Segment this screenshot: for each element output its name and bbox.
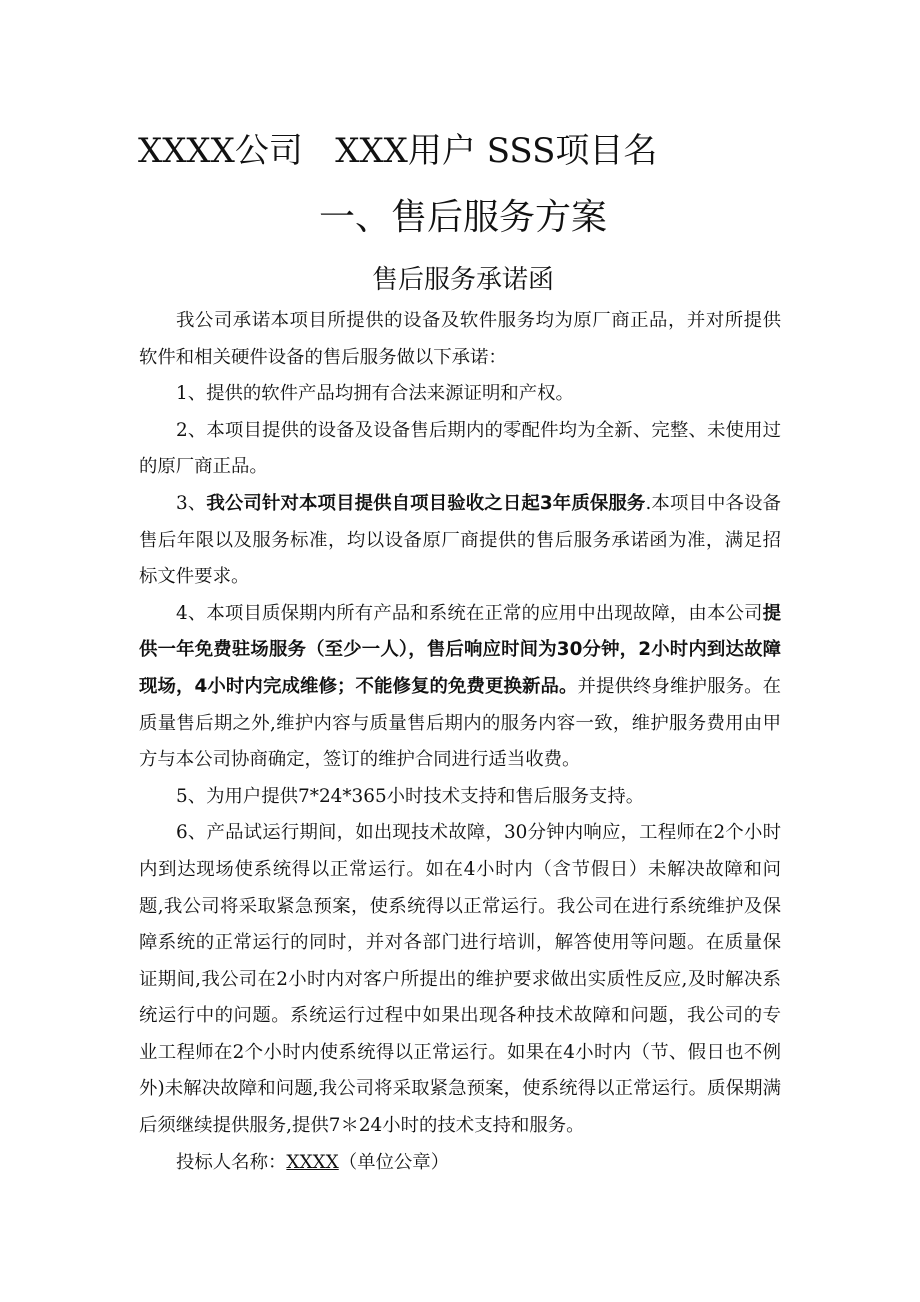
paragraph-2: 2、本项目提供的设备及设备售后期内的零配件均为全新、完整、未使用过的原厂商正品。 bbox=[139, 419, 781, 478]
paragraph-1: 1、提供的软件产品均拥有合法来源证明和产权。 bbox=[176, 383, 574, 405]
signature-label: 投标人名称： bbox=[176, 1151, 287, 1173]
paragraph-4-bold: 提供一年免费驻场服务（至少一人），售后响应时间为30分钟，2小时内到达故障现场，4小时内完成维修；不能修复的免费更换新品。 bbox=[139, 602, 781, 697]
header-user: XXX用户 bbox=[335, 131, 476, 171]
paragraph-3-prefix: 3、 bbox=[176, 492, 207, 514]
document-header bbox=[138, 128, 657, 174]
letter-title: 售后服务承诺函 bbox=[371, 265, 554, 295]
signature-line bbox=[139, 1145, 781, 1182]
paragraph-4-prefix: 4、本项目质保期内所有产品和系统在正常的应用中出现故障，由本公司 bbox=[176, 602, 763, 624]
paragraph-3 bbox=[139, 486, 781, 596]
paragraph-6: 6、产品试运行期间，如出现技术故障，30分钟内响应，工程师在2个小时内到达现场使系统得以正常运行。如在4小时内（含节假日）未解决故障和问题,我公司将采取紧急预案，使系统得以正常运行。我公司在进行系统维护及保障系统的正常运行的同时，并对各部门进行培训，解答使用等问题。在质量保证期间,我公司在2小时内对客户所提出的维护要求做出实质性反应,及时解决系统运行中的问题。系统运行过程中如果出现各种技术故障和问题，我公司的专业工程师在2个小时内使系统得以正常运行。如果在4小时内（节、假日也不例外)未解决故障和问题,我公司将采取紧急预案，使系统得以正常运行。质保期满后须继续提供服务,提供7＊24小时的技术支持和服务。 bbox=[139, 822, 781, 1137]
paragraph-4-rest: 并提供终身维护服务。在质量售后期之外,维护内容与质量售后期内的服务内容一致，维护服务费用由甲方与本公司协商确定，签订的维护合同进行适当收费。 bbox=[139, 675, 781, 771]
paragraph-3-rest: .本项目中各设备售后年限以及服务标准，均以设备原厂商提供的售后服务承诺函为准，满足招标文件要求。 bbox=[139, 492, 781, 588]
paragraph-4 bbox=[139, 596, 781, 779]
header-company: XXXX公司 bbox=[138, 131, 303, 171]
section-title: 一、售后服务方案 bbox=[318, 197, 607, 238]
signature-suffix: （单位公章） bbox=[338, 1151, 450, 1173]
letter-body bbox=[139, 303, 781, 1181]
signature-name: XXXX bbox=[286, 1151, 339, 1173]
paragraph-5: 5、为用户提供7*24*365小时技术支持和售后服务支持。 bbox=[176, 785, 645, 807]
paragraph-intro: 我公司承诺本项目所提供的设备及软件服务均为原厂商正品，并对所提供软件和相关硬件设备的售后服务做以下承诺： bbox=[139, 310, 781, 368]
header-project: SSS项目名 bbox=[486, 131, 658, 171]
paragraph-3-bold: 我公司针对本项目提供自项目验收之日起3年质保服务 bbox=[206, 492, 646, 514]
